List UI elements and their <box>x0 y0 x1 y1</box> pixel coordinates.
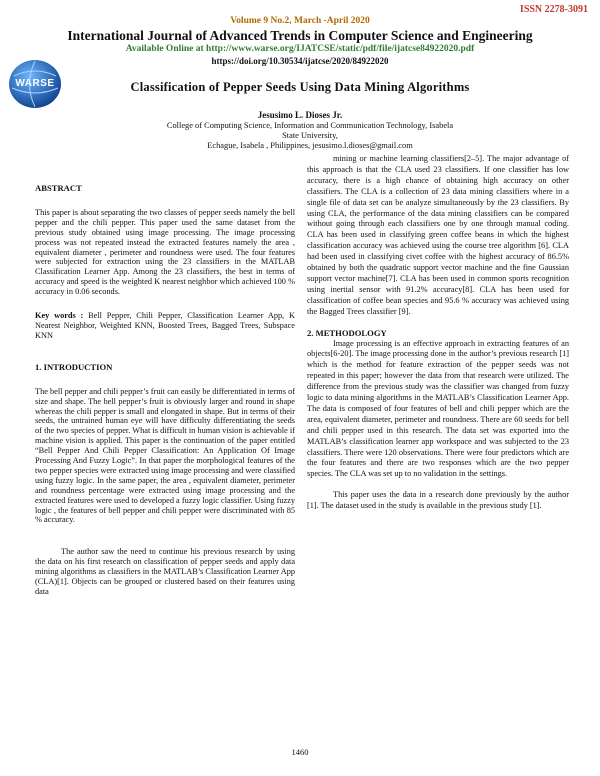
affiliation-line-1: College of Computing Science, Information and Communication Technology, Isabela State University, <box>166 121 454 140</box>
left-column <box>35 184 295 597</box>
introduction-paragraph-1: The bell pepper and chili pepper’s fruit can easily be differentiated in terms of size and shape. The bell pepper’s fruit is obviously larger and round in shape whereas the chili pepper is small and elongated in shape. But in terms of their seeds, the untrained human eye will have difficulty differentiating the seeds of the two species of pepper. What is difficult in human vision is achievable if machine vision is applied. This paper is the continuation of the paper entitled “Bell Pepper And Chili Pepper Classification: An Application Of Image Processing And Fuzzy Logic”. In that paper the morphological features of the two pepper species were extracted using image processing and were classified using fuzzy logic. In the same paper, the area , equivalent diameter, perimeter and roundness percentage were extracted using image processing and the extracted features were used to developed a fuzzy logic classifier. Using fuzzy logic , the features of bell pepper and chili pepper were discriminated with 85 % accuracy. <box>35 386 295 525</box>
keywords <box>35 311 295 341</box>
author-name: Jesusimo L. Dioses Jr. <box>257 110 343 120</box>
paper-title: Classification of Pepper Seeds Using Data Mining Algorithms <box>130 80 470 94</box>
methodology-heading: 2. METHODOLOGY <box>307 327 387 338</box>
keywords-text: Bell Pepper, Chili Pepper, Classification Learner App, K Nearest Neighbor, Weighted KNN, Boosted Trees, Bagged Trees, Subspace KNN <box>35 311 295 340</box>
issn-label: ISSN 2278-3091 <box>519 4 588 15</box>
logo-text: WARSE <box>15 78 55 89</box>
page-number: 1460 <box>291 747 309 757</box>
abstract-heading: ABSTRACT <box>35 183 82 193</box>
introduction-paragraph-2-continued: mining or machine learning classifiers[2–5]. The major advantage of this approach is that the CLA used 23 classifiers. If one classifier has low accuracy, there is a high chance of obtaining high accuracy on other classifiers. The CLA is a collection of 23 data mining classifiers where in a single file of data set can be analyze simultaneously by the 23 classifiers. By using CLA, the performance of the data mining classifiers can be compared without going through each classifiers one by one through manual coding. CLA has been used in classifying green coffee beans in which the highest classification accuracy was achieved using the course tree algorithm [6]. CLA had been used in classifying civet coffee with the highest accuracy of 86.5% obtained by both the quadratic support vector machine and the fine Gaussian support vector machine[7]. CLA has been used in common sports recognition using inertial sensor with 91.2% accuracy[8]. CLA has been used for classification of coffee bean species and 95.6 % accuracy was achieved using the Bagged Trees classifier [9]. <box>307 154 569 316</box>
methodology-paragraph-1: Image processing is an effective approach in extracting features of an objects[6-20]. The image processing done in the author’s previous research [1] which is the method for feature extraction of the pepper seeds was not repeated in this paper; however the data from that research were utilized. The difference from the previous study was the classifier was changed from fuzzy logic to data mining algorithms in the MATLAB’s Classification Learner App. The data is composed of four features of bell and chili pepper which are the area, equivalent diameter, perimeter and roundness. There are 60 seeds for bell and chili pepper used in this research. The data set was exported into the MATLAB’s classification learner app workspace and was subjected to the 23 classifiers. There were 120 observations. There were four predictors which are the four features and there are two responses which are the two pepper species. The CLA was set up to no validation in the settings. <box>307 338 569 479</box>
introduction-heading: 1. INTRODUCTION <box>35 361 113 372</box>
journal-title: International Journal of Advanced Trends in Computer Science and Engineering <box>67 28 533 43</box>
doi-link[interactable]: https://doi.org/10.30534/ijatcse/2020/84922020 <box>211 56 389 66</box>
methodology-paragraph-2: This paper uses the data in a research done previously by the author [1]. The dataset used in the study is available in the previous study [1]. <box>307 490 569 511</box>
right-column <box>307 154 569 512</box>
volume-label: Volume 9 No.2, March -April 2020 <box>230 16 370 26</box>
introduction-paragraph-2: The author saw the need to continue his previous research by using the data on his first research on classification of pepper seeds and apply data mining algorithms as classifiers in the MATLAB’s Classification Learner App (CLA)[1]. Objects can be grouped or clustered based on their features using data <box>35 547 295 596</box>
affiliation-line-2: Echague, Isabela , Philippines, jesusimo.l.dioses@gmail.com <box>207 141 413 150</box>
abstract-text: This paper is about separating the two classes of pepper seeds namely the bell pepper and the chili pepper. This paper used the same dataset from the previous study obtained using image processing. The image processing process was not repeated instead the extracted features namely the area , equivalent diameter , perimeter and roundness were used. The four features were subjected for extraction using the 23 classifiers in the MATLAB Classification Learner App. Among the 23 classifiers, the best in terms of accuracy and speed is the weighted K nearest neighbor which achieved 100 % accuracy in 0.06 seconds. <box>35 207 295 297</box>
affiliation <box>160 121 460 151</box>
online-link[interactable]: Available Online at http://www.warse.org/IJATCSE/static/pdf/file/ijatcse84922020.pdf <box>125 44 475 54</box>
keywords-label: Key words : <box>35 311 84 321</box>
